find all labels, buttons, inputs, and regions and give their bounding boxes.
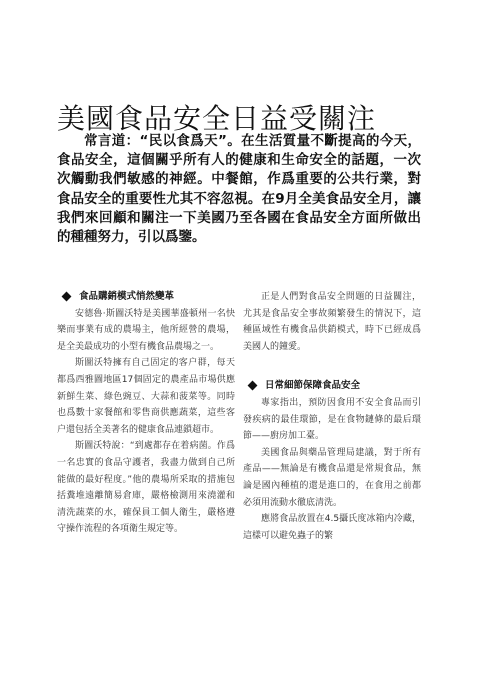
paragraph: 美國食品與藥品管理局建議，對于所有產品——無論是有機食品還是常規食品，無論是國內種植的還是進口的，在食用之前都必須用流動水徹底清洗。 bbox=[243, 447, 421, 508]
paragraph: 正是人們對食品安全問題的日益關注，尤其是食品安全事故頻繁發生的情況下，這種區域性有機食品供銷模式，時下已經成爲美國人的鐘愛。 bbox=[243, 292, 421, 352]
diamond-bullet-icon bbox=[62, 292, 72, 302]
section-heading-2-text: 日常細節保障食品安全 bbox=[265, 380, 361, 392]
article-intro: 常言道：“民以食爲天”。在生活質量不斷提高的今天，食品安全，這個關乎所有人的健康和生命安全的話題，一次次觸動我們敏感的神經。中餐館，作爲重要的公共行業，對食品安全的重要性尤其不容忽視。在9月全美食品安全月，讓我們來回顧和關注一下美國乃至各國在食品安全方面所做出的種種努力，引以爲鑒。 bbox=[57, 133, 421, 246]
paragraph: 安德魯·斯圖沃特是美國華盛頓州一名快樂而事業有成的農場主，他所經營的農場，是全美最成功的小型有機食品農場之一。 bbox=[57, 308, 235, 352]
article-title: 美國食品安全日益受關注 bbox=[57, 101, 377, 135]
section-gap bbox=[243, 355, 421, 378]
paragraph: 斯圖沃特擁有自己固定的客户群，每天都爲西雅圖地區17個固定的農產品市場供應新鮮生菜、綠色豌豆、大蒜和菠菜等。同時也爲數十家餐館和零售商供應蔬菜，這些客户還包括全美著名的健康食品連鎖超市。 bbox=[57, 358, 235, 435]
section-heading-2 bbox=[243, 378, 421, 395]
section-heading-1-text: 食品購銷模式悄然變革 bbox=[79, 291, 175, 302]
paragraph: 斯圖沃特說：“到處都存在着病菌。作爲一名忠實的食品守護者，我盡力做到自己所能做的最好程度。”他的農場所采取的措施包括糞堆遠離簡易倉庫，嚴格檢測用來澆灌和清洗蔬菜的水，確保員工個人衛生，嚴格遵守操作流程的各項衛生規定等。 bbox=[57, 441, 235, 535]
paragraph: 應將食品放置在4.5攝氏度冰箱内冷藏，這樣可以避免蟲子的繁 bbox=[243, 514, 421, 541]
left-column bbox=[57, 289, 235, 538]
paragraph: 專家指出，預防因食用不安全食品而引發疾病的最佳環節，是在食物鏈條的最后環節——廚房加工臺。 bbox=[243, 397, 421, 442]
right-column bbox=[243, 289, 421, 544]
section-heading-1 bbox=[57, 289, 235, 306]
diamond-bullet-icon bbox=[248, 381, 258, 391]
